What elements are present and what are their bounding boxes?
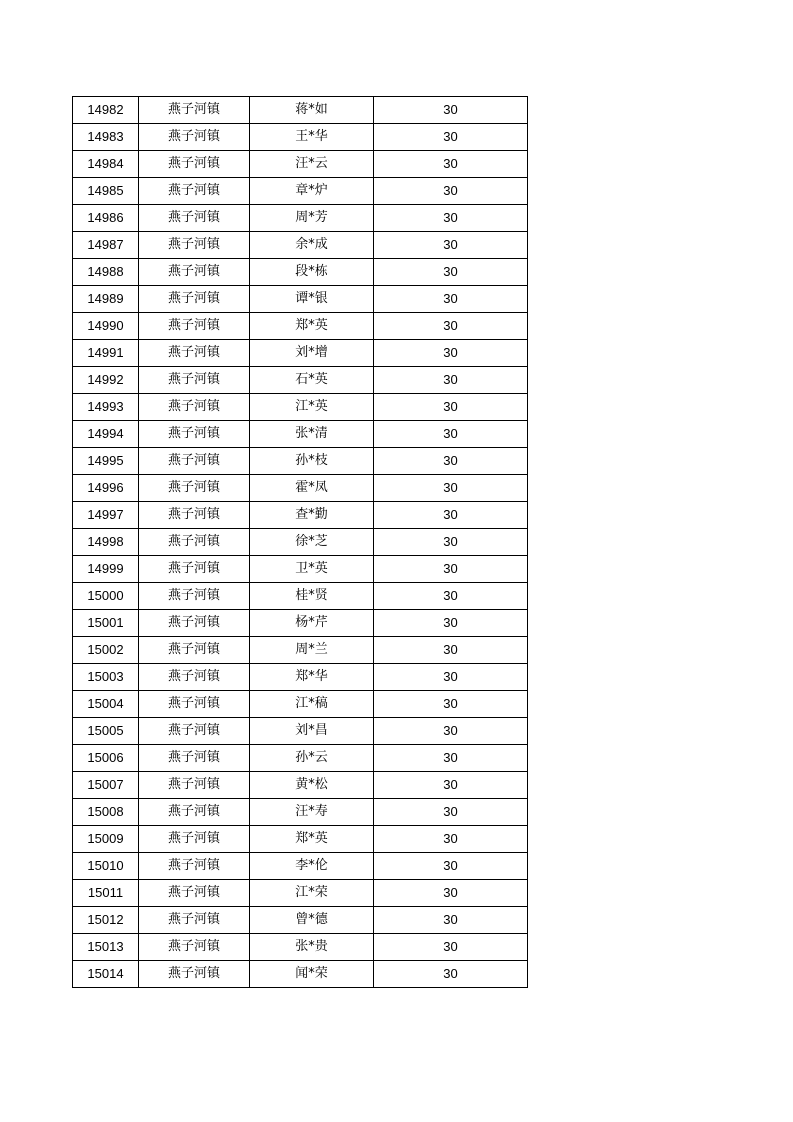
row-town-cell: 燕子河镇 bbox=[139, 340, 250, 367]
row-town-cell: 燕子河镇 bbox=[139, 556, 250, 583]
row-name-cell: 郑*英 bbox=[250, 826, 374, 853]
row-amount-cell: 30 bbox=[374, 961, 528, 988]
row-town-cell: 燕子河镇 bbox=[139, 178, 250, 205]
table-row bbox=[73, 907, 528, 934]
row-town-cell: 燕子河镇 bbox=[139, 97, 250, 124]
table-row bbox=[73, 448, 528, 475]
row-town-cell: 燕子河镇 bbox=[139, 583, 250, 610]
row-amount-cell: 30 bbox=[374, 286, 528, 313]
row-name-cell: 查*勤 bbox=[250, 502, 374, 529]
row-amount-cell: 30 bbox=[374, 124, 528, 151]
row-amount-cell: 30 bbox=[374, 907, 528, 934]
row-id-cell: 14988 bbox=[73, 259, 139, 286]
row-id-cell: 14984 bbox=[73, 151, 139, 178]
row-name-cell: 江*稿 bbox=[250, 691, 374, 718]
roster-table-body bbox=[73, 97, 528, 988]
row-name-cell: 汪*寿 bbox=[250, 799, 374, 826]
row-amount-cell: 30 bbox=[374, 475, 528, 502]
row-town-cell: 燕子河镇 bbox=[139, 772, 250, 799]
table-row bbox=[73, 205, 528, 232]
row-id-cell: 15001 bbox=[73, 610, 139, 637]
row-name-cell: 徐*芝 bbox=[250, 529, 374, 556]
row-name-cell: 江*荣 bbox=[250, 880, 374, 907]
row-name-cell: 余*成 bbox=[250, 232, 374, 259]
row-id-cell: 14989 bbox=[73, 286, 139, 313]
row-id-cell: 15004 bbox=[73, 691, 139, 718]
table-row bbox=[73, 178, 528, 205]
row-town-cell: 燕子河镇 bbox=[139, 502, 250, 529]
row-name-cell: 张*贵 bbox=[250, 934, 374, 961]
row-town-cell: 燕子河镇 bbox=[139, 259, 250, 286]
row-name-cell: 段*栋 bbox=[250, 259, 374, 286]
row-town-cell: 燕子河镇 bbox=[139, 232, 250, 259]
row-id-cell: 15006 bbox=[73, 745, 139, 772]
row-id-cell: 15013 bbox=[73, 934, 139, 961]
row-name-cell: 郑*华 bbox=[250, 664, 374, 691]
row-name-cell: 孙*云 bbox=[250, 745, 374, 772]
row-town-cell: 燕子河镇 bbox=[139, 691, 250, 718]
row-id-cell: 14992 bbox=[73, 367, 139, 394]
row-town-cell: 燕子河镇 bbox=[139, 664, 250, 691]
row-town-cell: 燕子河镇 bbox=[139, 529, 250, 556]
table-row bbox=[73, 286, 528, 313]
row-amount-cell: 30 bbox=[374, 583, 528, 610]
table-row bbox=[73, 556, 528, 583]
row-id-cell: 15003 bbox=[73, 664, 139, 691]
row-id-cell: 14983 bbox=[73, 124, 139, 151]
row-town-cell: 燕子河镇 bbox=[139, 286, 250, 313]
table-row bbox=[73, 259, 528, 286]
row-id-cell: 14998 bbox=[73, 529, 139, 556]
row-name-cell: 杨*芹 bbox=[250, 610, 374, 637]
row-id-cell: 15014 bbox=[73, 961, 139, 988]
row-name-cell: 章*炉 bbox=[250, 178, 374, 205]
row-town-cell: 燕子河镇 bbox=[139, 313, 250, 340]
row-amount-cell: 30 bbox=[374, 610, 528, 637]
row-name-cell: 蒋*如 bbox=[250, 97, 374, 124]
table-row bbox=[73, 151, 528, 178]
row-id-cell: 14994 bbox=[73, 421, 139, 448]
table-row bbox=[73, 394, 528, 421]
row-amount-cell: 30 bbox=[374, 853, 528, 880]
row-name-cell: 孙*枝 bbox=[250, 448, 374, 475]
row-name-cell: 郑*英 bbox=[250, 313, 374, 340]
table-row bbox=[73, 745, 528, 772]
row-town-cell: 燕子河镇 bbox=[139, 367, 250, 394]
row-amount-cell: 30 bbox=[374, 97, 528, 124]
table-row bbox=[73, 583, 528, 610]
table-row bbox=[73, 529, 528, 556]
row-town-cell: 燕子河镇 bbox=[139, 151, 250, 178]
row-id-cell: 14991 bbox=[73, 340, 139, 367]
row-town-cell: 燕子河镇 bbox=[139, 745, 250, 772]
table-row bbox=[73, 934, 528, 961]
row-id-cell: 14993 bbox=[73, 394, 139, 421]
row-name-cell: 周*芳 bbox=[250, 205, 374, 232]
row-id-cell: 15012 bbox=[73, 907, 139, 934]
row-amount-cell: 30 bbox=[374, 880, 528, 907]
row-town-cell: 燕子河镇 bbox=[139, 880, 250, 907]
row-name-cell: 霍*凤 bbox=[250, 475, 374, 502]
row-name-cell: 刘*增 bbox=[250, 340, 374, 367]
row-town-cell: 燕子河镇 bbox=[139, 718, 250, 745]
row-town-cell: 燕子河镇 bbox=[139, 961, 250, 988]
row-amount-cell: 30 bbox=[374, 718, 528, 745]
row-id-cell: 14996 bbox=[73, 475, 139, 502]
row-amount-cell: 30 bbox=[374, 637, 528, 664]
table-row bbox=[73, 502, 528, 529]
row-id-cell: 14997 bbox=[73, 502, 139, 529]
table-row bbox=[73, 826, 528, 853]
table-row bbox=[73, 772, 528, 799]
row-amount-cell: 30 bbox=[374, 340, 528, 367]
row-id-cell: 15000 bbox=[73, 583, 139, 610]
row-id-cell: 15011 bbox=[73, 880, 139, 907]
table-row bbox=[73, 367, 528, 394]
row-name-cell: 桂*贤 bbox=[250, 583, 374, 610]
row-town-cell: 燕子河镇 bbox=[139, 205, 250, 232]
row-id-cell: 14985 bbox=[73, 178, 139, 205]
row-id-cell: 15008 bbox=[73, 799, 139, 826]
row-amount-cell: 30 bbox=[374, 205, 528, 232]
row-id-cell: 14999 bbox=[73, 556, 139, 583]
row-name-cell: 卫*英 bbox=[250, 556, 374, 583]
row-name-cell: 李*伦 bbox=[250, 853, 374, 880]
row-amount-cell: 30 bbox=[374, 421, 528, 448]
row-town-cell: 燕子河镇 bbox=[139, 475, 250, 502]
row-id-cell: 14995 bbox=[73, 448, 139, 475]
table-row bbox=[73, 610, 528, 637]
roster-table bbox=[72, 96, 528, 988]
table-row bbox=[73, 718, 528, 745]
row-name-cell: 石*英 bbox=[250, 367, 374, 394]
table-row bbox=[73, 340, 528, 367]
row-amount-cell: 30 bbox=[374, 556, 528, 583]
row-amount-cell: 30 bbox=[374, 259, 528, 286]
row-town-cell: 燕子河镇 bbox=[139, 610, 250, 637]
row-name-cell: 张*清 bbox=[250, 421, 374, 448]
row-town-cell: 燕子河镇 bbox=[139, 637, 250, 664]
row-amount-cell: 30 bbox=[374, 664, 528, 691]
row-town-cell: 燕子河镇 bbox=[139, 934, 250, 961]
row-amount-cell: 30 bbox=[374, 448, 528, 475]
row-id-cell: 15005 bbox=[73, 718, 139, 745]
table-row bbox=[73, 124, 528, 151]
row-name-cell: 王*华 bbox=[250, 124, 374, 151]
row-amount-cell: 30 bbox=[374, 826, 528, 853]
row-amount-cell: 30 bbox=[374, 367, 528, 394]
row-id-cell: 14990 bbox=[73, 313, 139, 340]
row-name-cell: 周*兰 bbox=[250, 637, 374, 664]
row-town-cell: 燕子河镇 bbox=[139, 421, 250, 448]
row-amount-cell: 30 bbox=[374, 502, 528, 529]
table-row bbox=[73, 961, 528, 988]
row-name-cell: 曾*德 bbox=[250, 907, 374, 934]
row-town-cell: 燕子河镇 bbox=[139, 826, 250, 853]
row-town-cell: 燕子河镇 bbox=[139, 448, 250, 475]
row-id-cell: 15010 bbox=[73, 853, 139, 880]
row-amount-cell: 30 bbox=[374, 151, 528, 178]
row-amount-cell: 30 bbox=[374, 232, 528, 259]
row-name-cell: 江*英 bbox=[250, 394, 374, 421]
row-id-cell: 15002 bbox=[73, 637, 139, 664]
row-town-cell: 燕子河镇 bbox=[139, 124, 250, 151]
row-amount-cell: 30 bbox=[374, 772, 528, 799]
row-amount-cell: 30 bbox=[374, 745, 528, 772]
row-name-cell: 汪*云 bbox=[250, 151, 374, 178]
table-row bbox=[73, 232, 528, 259]
row-amount-cell: 30 bbox=[374, 934, 528, 961]
row-id-cell: 14987 bbox=[73, 232, 139, 259]
table-row bbox=[73, 475, 528, 502]
row-amount-cell: 30 bbox=[374, 799, 528, 826]
row-town-cell: 燕子河镇 bbox=[139, 394, 250, 421]
row-amount-cell: 30 bbox=[374, 529, 528, 556]
row-id-cell: 15009 bbox=[73, 826, 139, 853]
table-row bbox=[73, 799, 528, 826]
table-row bbox=[73, 664, 528, 691]
table-row bbox=[73, 880, 528, 907]
row-id-cell: 15007 bbox=[73, 772, 139, 799]
row-town-cell: 燕子河镇 bbox=[139, 799, 250, 826]
row-town-cell: 燕子河镇 bbox=[139, 907, 250, 934]
table-row bbox=[73, 97, 528, 124]
row-amount-cell: 30 bbox=[374, 691, 528, 718]
row-amount-cell: 30 bbox=[374, 178, 528, 205]
row-name-cell: 谭*银 bbox=[250, 286, 374, 313]
row-amount-cell: 30 bbox=[374, 394, 528, 421]
row-name-cell: 刘*昌 bbox=[250, 718, 374, 745]
row-id-cell: 14982 bbox=[73, 97, 139, 124]
row-town-cell: 燕子河镇 bbox=[139, 853, 250, 880]
row-amount-cell: 30 bbox=[374, 313, 528, 340]
row-name-cell: 闻*荣 bbox=[250, 961, 374, 988]
row-id-cell: 14986 bbox=[73, 205, 139, 232]
table-row bbox=[73, 691, 528, 718]
table-row bbox=[73, 637, 528, 664]
row-name-cell: 黄*松 bbox=[250, 772, 374, 799]
table-row bbox=[73, 421, 528, 448]
table-row bbox=[73, 853, 528, 880]
table-row bbox=[73, 313, 528, 340]
